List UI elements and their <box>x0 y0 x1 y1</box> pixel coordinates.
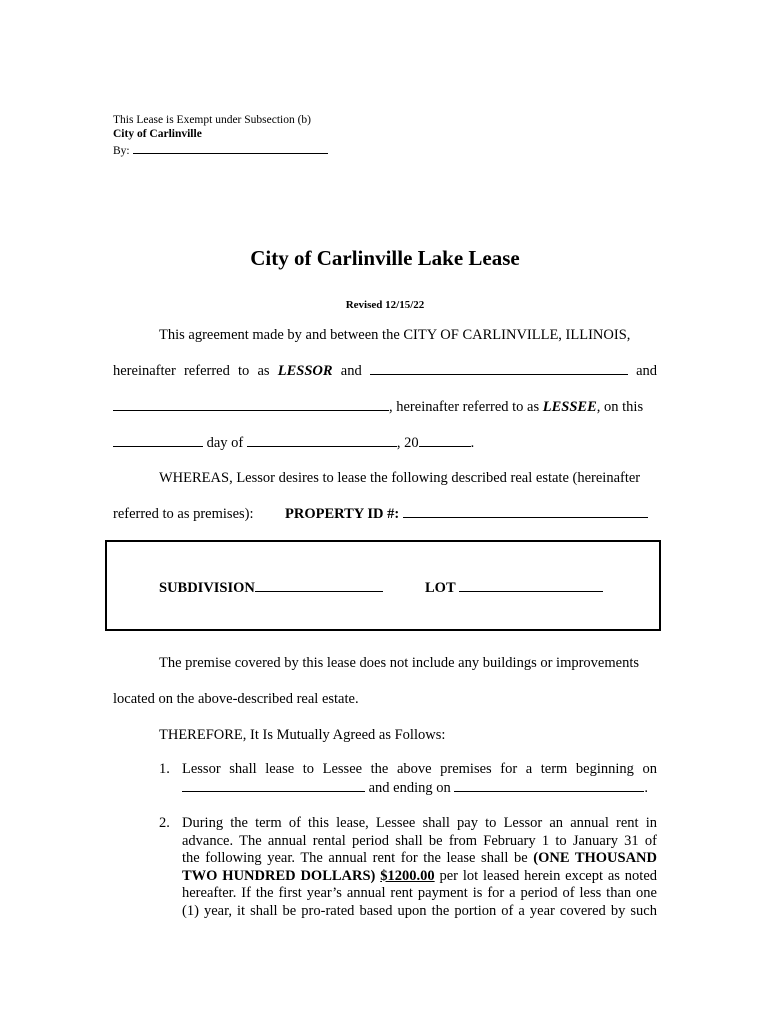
therefore-heading: THEREFORE, It Is Mutually Agreed as Follows: <box>159 727 446 743</box>
day-blank[interactable] <box>113 434 203 447</box>
rent-amount-words-2: TWO HUNDRED DOLLARS) <box>182 867 376 884</box>
lot-blank[interactable] <box>459 579 603 592</box>
property-id-label: PROPERTY ID #: <box>285 506 400 522</box>
lot-label: LOT <box>425 580 456 596</box>
agreement-line-2: hereinafter referred to as LESSOR and and <box>113 363 658 379</box>
term-end-blank[interactable] <box>454 779 644 792</box>
lessor-party-blank[interactable] <box>370 362 628 375</box>
agreement-line-1: This agreement made by and between the CITY OF CARLINVILLE, ILLINOIS, <box>159 327 631 343</box>
by-label: By: <box>113 145 130 157</box>
revised-date: Revised 12/15/22 <box>345 299 425 311</box>
rent-amount-figure: $1200.00 <box>380 867 435 884</box>
by-signature-blank[interactable] <box>133 141 328 154</box>
agreement-line-3: , hereinafter referred to as LESSEE, on this <box>113 398 657 416</box>
term-start-blank[interactable] <box>182 779 365 792</box>
city-name: City of Carlinville <box>113 128 202 140</box>
premise-line-2: located on the above-described real estate. <box>113 691 359 707</box>
year-blank[interactable] <box>419 434 471 447</box>
lessee-term: LESSEE <box>542 399 597 415</box>
item-1: Lessor shall lease to Lessee the above premises for a term beginning on and ending on . <box>182 761 657 796</box>
subdivision-label: SUBDIVISION <box>159 580 255 596</box>
item-2-number: 2. <box>159 815 170 831</box>
subdivision-blank[interactable] <box>255 579 383 592</box>
agreement-line-4: day of , 20 . <box>113 434 474 452</box>
premise-line-1: The premise covered by this lease does not include any buildings or improvements <box>159 655 639 671</box>
property-id-blank[interactable] <box>403 505 648 518</box>
lessee-name-blank[interactable] <box>113 398 389 411</box>
month-blank[interactable] <box>247 434 397 447</box>
rent-amount-words-1: (ONE THOUSAND <box>533 850 657 866</box>
lessor-term: LESSOR <box>277 363 333 379</box>
lot-line <box>425 579 603 597</box>
by-line <box>113 141 328 158</box>
item-1-number: 1. <box>159 761 170 777</box>
subdivision-line <box>159 579 383 597</box>
whereas-line-2: referred to as premises): <box>113 506 254 522</box>
property-id-line <box>285 505 648 523</box>
whereas-line-1: WHEREAS, Lessor desires to lease the following described real estate (hereinafter <box>159 470 641 486</box>
exempt-note: This Lease is Exempt under Subsection (b) <box>113 114 312 126</box>
item-2: During the term of this lease, Lessee shall pay to Lessor an annual rent in advance. The annual rental period shall be from February 1 to January 31 of the following year. The annual rent for the lease shall be (ONE THOUSAND TWO HUNDRED DOLLARS) $1200.00 per lot leased herein except as noted hereafter. If the first year’s annual rent payment is for a period of less than one (1) year, it shall be pro-rated based upon the portion of a year covered by such <box>182 815 658 919</box>
document-title: City of Carlinville Lake Lease <box>250 246 520 270</box>
